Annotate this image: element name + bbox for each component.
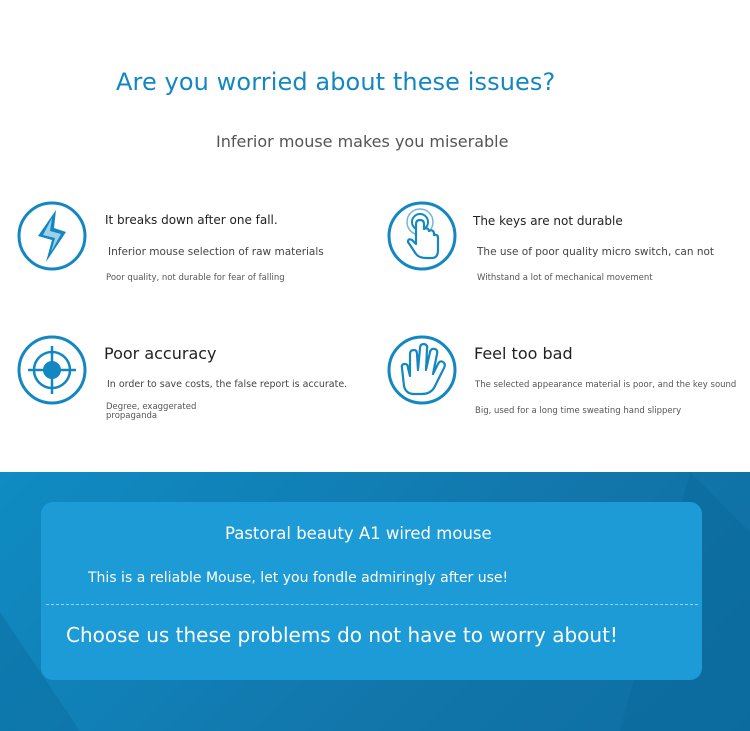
issue-detail-fall-1: Inferior mouse selection of raw materials	[108, 246, 324, 258]
issue-detail-feel-1: The selected appearance material is poor, and the key sound	[475, 380, 737, 390]
issue-detail-accuracy-2a: Degree, exaggerated	[106, 402, 197, 412]
product-description: This is a reliable Mouse, let you fondle admiringly after use!	[88, 570, 509, 586]
open-hand-icon	[386, 334, 458, 406]
issue-detail-accuracy-2b: propaganda	[106, 411, 158, 421]
issue-title-keys: The keys are not durable	[473, 214, 623, 228]
issue-title-feel: Feel too bad	[474, 344, 573, 363]
page-title: Are you worried about these issues?	[116, 68, 556, 96]
crosshair-icon	[16, 334, 88, 406]
card-divider	[46, 604, 698, 605]
issue-detail-feel-2: Big, used for a long time sweating hand slippery	[475, 406, 682, 416]
issue-detail-keys-1: The use of poor quality micro switch, can not	[477, 246, 715, 258]
issue-detail-accuracy-1: In order to save costs, the false report is accurate.	[107, 379, 348, 390]
product-title: Pastoral beauty A1 wired mouse	[225, 524, 492, 543]
issue-title-fall: It breaks down after one fall.	[105, 213, 278, 227]
issue-title-accuracy: Poor accuracy	[104, 344, 217, 363]
pointing-hand-icon	[386, 200, 458, 272]
promo-tagline: Choose us these problems do not have to worry about!	[66, 623, 618, 647]
page-subtitle: Inferior mouse makes you miserable	[216, 132, 509, 151]
issue-detail-keys-2: Withstand a lot of mechanical movement	[477, 273, 653, 283]
lightning-bolt-icon	[16, 200, 88, 272]
issue-detail-fall-2: Poor quality, not durable for fear of falling	[106, 273, 285, 283]
